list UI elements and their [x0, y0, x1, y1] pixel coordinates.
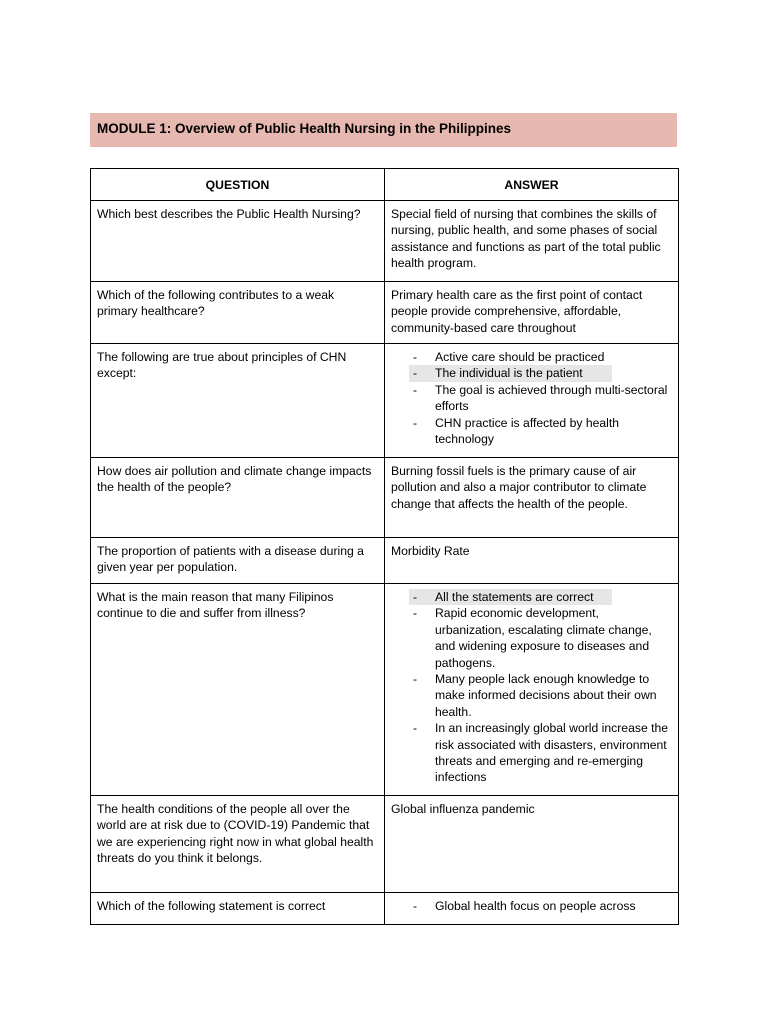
answer-cell: Burning fossil fuels is the primary cause of air pollution and also a major contributor to climate change that affects the health of the people.: [385, 458, 679, 538]
answer-cell: Primary health care as the first point of contact people provide comprehensive, affordable, community-based care throughout: [385, 282, 679, 344]
table-row: [91, 344, 679, 458]
question-cell: Which of the following contributes to a weak primary healthcare?: [91, 282, 385, 344]
list-item: - The goal is achieved through multi-sectoral efforts: [391, 382, 672, 415]
list-item: - Active care should be practiced: [391, 349, 672, 365]
question-cell: The following are true about principles of CHN except:: [91, 344, 385, 458]
answer-cell: [385, 893, 679, 925]
table-row: [91, 458, 679, 538]
table-header-row: [91, 169, 679, 201]
question-cell: Which best describes the Public Health Nursing?: [91, 201, 385, 282]
table-row: [91, 538, 679, 584]
answer-cell: Morbidity Rate: [385, 538, 679, 584]
table-row: [91, 282, 679, 344]
table-row: [91, 796, 679, 893]
answer-cell: [385, 344, 679, 458]
answer-list: [391, 898, 672, 914]
answer-list: [391, 349, 672, 447]
table-row: [91, 584, 679, 796]
list-item-highlighted: - All the statements are correct: [409, 589, 612, 605]
list-item: - Global health focus on people across: [391, 898, 672, 914]
question-cell: The health conditions of the people all over the world are at risk due to (COVID-19) Pandemic that we are experiencing right now in what global health threats do you think it belongs.: [91, 796, 385, 893]
module-title: MODULE 1: Overview of Public Health Nursing in the Philippines: [90, 113, 677, 147]
question-cell: What is the main reason that many Filipinos continue to die and suffer from illness?: [91, 584, 385, 796]
table-row: [91, 201, 679, 282]
answer-cell: [385, 584, 679, 796]
answer-cell: Special field of nursing that combines the skills of nursing, public health, and some phases of social assistance and functions as part of the total public health program.: [385, 201, 679, 282]
column-header-question: QUESTION: [91, 169, 385, 201]
question-cell: Which of the following statement is correct: [91, 893, 385, 925]
list-item: - Rapid economic development, urbanization, escalating climate change, and widening exposure to diseases and pathogens.: [391, 605, 672, 671]
answer-cell: Global influenza pandemic: [385, 796, 679, 893]
list-item: - Many people lack enough knowledge to make informed decisions about their own health.: [391, 671, 672, 720]
answer-list: [391, 589, 672, 786]
question-cell: How does air pollution and climate change impacts the health of the people?: [91, 458, 385, 538]
qa-table: [90, 168, 679, 925]
list-item: - In an increasingly global world increase the risk associated with disasters, environment threats and emerging and re-emerging infections: [391, 720, 672, 786]
question-cell: The proportion of patients with a disease during a given year per population.: [91, 538, 385, 584]
list-item: - CHN practice is affected by health technology: [391, 415, 672, 448]
list-item-highlighted: - The individual is the patient: [409, 365, 612, 381]
column-header-answer: ANSWER: [385, 169, 679, 201]
table-row: [91, 893, 679, 925]
